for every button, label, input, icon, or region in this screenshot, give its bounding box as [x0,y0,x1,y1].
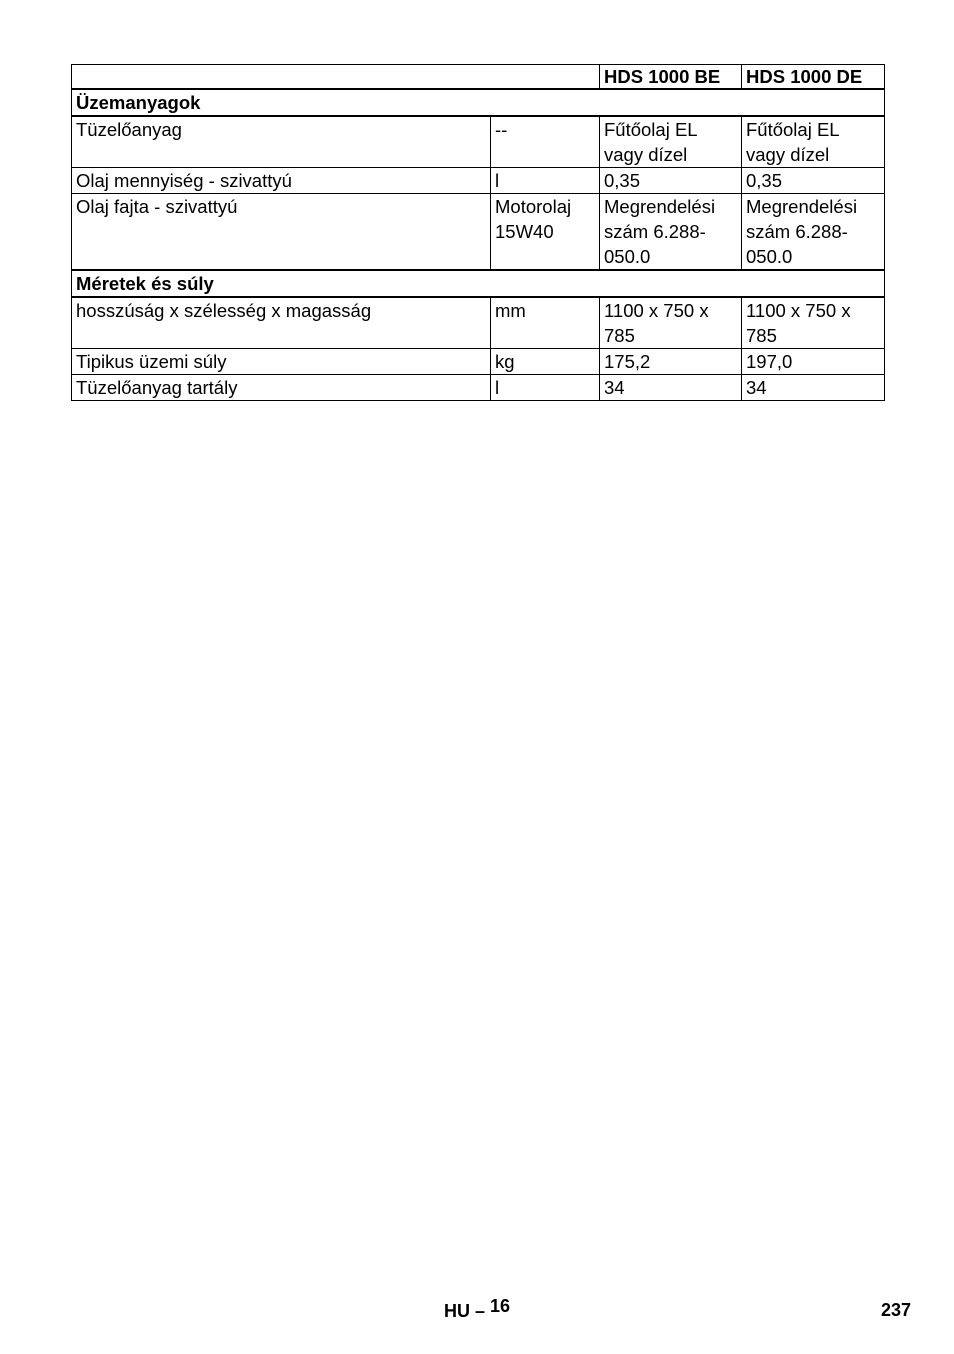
table-row [72,168,885,194]
page-number: 237 [880,1300,911,1320]
row-unit: -- [491,116,600,168]
table-row [72,375,885,401]
row-value-be: 175,2 [600,349,742,375]
footer-language: HU [443,1301,470,1321]
section-title: Üzemanyagok [72,89,885,116]
table-row [72,194,885,271]
row-unit: l [491,168,600,194]
row-unit: l [491,375,600,401]
table-row [72,116,885,168]
row-value-be: Fűtőolaj EL vagy dízel [600,116,742,168]
table-row [72,297,885,349]
row-value-de: Megrendelési szám 6.288-050.0 [742,194,885,271]
page-footer-section [0,1296,954,1321]
row-label: Olaj fajta - szivattyú [72,194,491,271]
row-value-be: 34 [600,375,742,401]
row-value-de: 34 [742,375,885,401]
section-title: Méretek és súly [72,270,885,297]
model-be-header: HDS 1000 BE [600,65,742,90]
row-unit: kg [491,349,600,375]
row-label: Tüzelőanyag tartály [72,375,491,401]
section-row-dimensions [72,270,885,297]
row-label: Olaj mennyiség - szivattyú [72,168,491,194]
row-value-de: 1100 x 750 x 785 [742,297,885,349]
header-empty-cell [72,65,600,90]
row-label: Tüzelőanyag [72,116,491,168]
table-header-row [72,65,885,90]
row-label: hosszúság x szélesség x magasság [72,297,491,349]
row-value-de: 0,35 [742,168,885,194]
footer-dash: – [474,1301,485,1321]
section-row-fuels [72,89,885,116]
table-row [72,349,885,375]
row-value-de: 197,0 [742,349,885,375]
row-label: Tipikus üzemi súly [72,349,491,375]
technical-data-table [71,64,885,401]
row-value-be: Megrendelési szám 6.288-050.0 [600,194,742,271]
row-unit: mm [491,297,600,349]
row-value-de: Fűtőolaj EL vagy dízel [742,116,885,168]
row-value-be: 1100 x 750 x 785 [600,297,742,349]
row-value-be: 0,35 [600,168,742,194]
footer-section-page: 16 [490,1296,511,1316]
model-de-header: HDS 1000 DE [742,65,885,90]
row-unit: Motorolaj 15W40 [491,194,600,271]
